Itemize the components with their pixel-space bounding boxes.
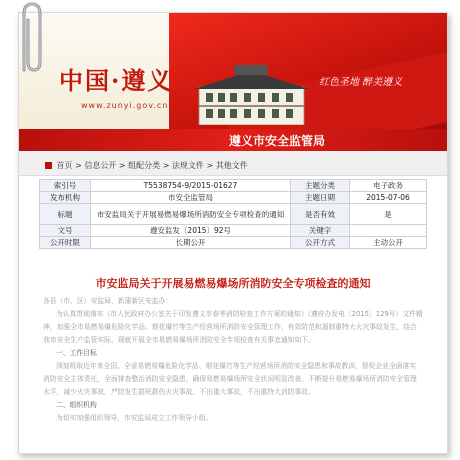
site-banner xyxy=(19,13,447,129)
article-addressee: 各县（市、区）安监局、新蒲新区安监办： xyxy=(43,297,173,305)
keywords-label: 关键字 xyxy=(291,225,350,237)
publisher-label: 发布机构 xyxy=(40,192,91,204)
index-number-value: T5538754-9/2015-01627 xyxy=(91,180,291,192)
title-label: 标题 xyxy=(40,204,91,225)
breadcrumb-bar xyxy=(19,151,447,176)
site-url: www.zunyi.gov.cn xyxy=(81,101,169,110)
disclosure-method-value: 主动公开 xyxy=(350,237,427,249)
table-row xyxy=(40,180,427,192)
site-logo[interactable]: 中国·遵义 xyxy=(59,66,174,95)
paperclip-icon xyxy=(10,0,50,80)
index-number-label: 索引号 xyxy=(40,180,91,192)
home-icon xyxy=(45,162,52,169)
breadcrumb xyxy=(45,160,248,171)
breadcrumb-separator: > xyxy=(162,161,170,170)
article-title: 市安监局关于开展易燃易爆场所消防安全专项检查的通知 xyxy=(95,277,371,290)
breadcrumb-separator: > xyxy=(75,161,82,170)
doc-number-label: 文号 xyxy=(40,225,91,237)
article-paragraph: 为切实加强组织领导，市安监局成立工作领导小组。 xyxy=(56,414,213,422)
agency-title: 遵义市安全监管局 xyxy=(229,134,326,148)
table-row xyxy=(40,225,427,237)
disclosure-period-value: 长期公开 xyxy=(91,237,291,249)
breadcrumb-classification[interactable]: 组配分类 xyxy=(128,161,161,170)
page-frame xyxy=(18,12,448,454)
article-paragraph: 为认真贯彻落实《市人民政府办公室关于印发遵义市春季消防检查工作方案的通知》（遵府办发电〔2015〕129号）文件精神，加强全市易燃易爆危险化学品、烟花爆竹等生产经营场所消防安全管理工作，有效防范和遏制重特大火灾事故发生，结合我市安全生产监管实际，现就开展全市易燃易爆场所消防安全专项检查有关事宜通知如下。 xyxy=(43,310,423,344)
zunyi-conference-building-image xyxy=(194,65,309,125)
disclosure-period-label: 公开时限 xyxy=(40,237,91,249)
topic-date-label: 主题日期 xyxy=(291,192,350,204)
breadcrumb-separator: > xyxy=(206,161,214,170)
breadcrumb-other-files[interactable]: 其他文件 xyxy=(215,161,248,170)
title-value: 市安监局关于开展易燃易爆场所消防安全专项检查的通知 xyxy=(91,204,291,225)
topic-category-value: 电子政务 xyxy=(350,180,427,192)
site-slogan: 红色圣地 醉美遵义 xyxy=(319,77,403,88)
breadcrumb-separator: > xyxy=(118,161,126,170)
topic-date-value: 2015-07-06 xyxy=(350,192,427,204)
table-row xyxy=(40,192,427,204)
article-paragraph: 深刻吸取近年来全国、全省易燃易爆危险化学品、烟花爆竹等生产经营场所消防安全隐患和事故教训，督促企业全面落实消防安全主体责任，全面排查整治消防安全隐患，确保易燃易爆场所安全状况明显改善。不断提升易燃易爆场所消防安全管理水平，减少火灾事故，严防发生群死群伤火灾事故。不出重大事故，不出重特大消防事故。 xyxy=(43,362,417,396)
table-row xyxy=(40,204,427,225)
table-row xyxy=(40,237,427,249)
valid-label: 是否有效 xyxy=(291,204,350,225)
disclosure-method-label: 公开方式 xyxy=(291,237,350,249)
breadcrumb-regulations[interactable]: 法规文件 xyxy=(171,161,204,170)
doc-number-value: 遵安监发〔2015〕92号 xyxy=(91,225,291,237)
publisher-value: 市安全监管局 xyxy=(91,192,291,204)
breadcrumb-home[interactable]: 首页 xyxy=(56,161,73,170)
keywords-value xyxy=(350,225,427,237)
document-metadata-table xyxy=(39,179,427,249)
section-heading: 一、工作目标 xyxy=(56,349,97,357)
agency-title-bar xyxy=(19,129,447,151)
valid-value: 是 xyxy=(350,204,427,225)
breadcrumb-info-disclosure[interactable]: 信息公开 xyxy=(84,161,117,170)
article-body xyxy=(43,295,423,425)
topic-category-label: 主题分类 xyxy=(291,180,350,192)
section-heading: 二、组织机构 xyxy=(56,401,97,409)
